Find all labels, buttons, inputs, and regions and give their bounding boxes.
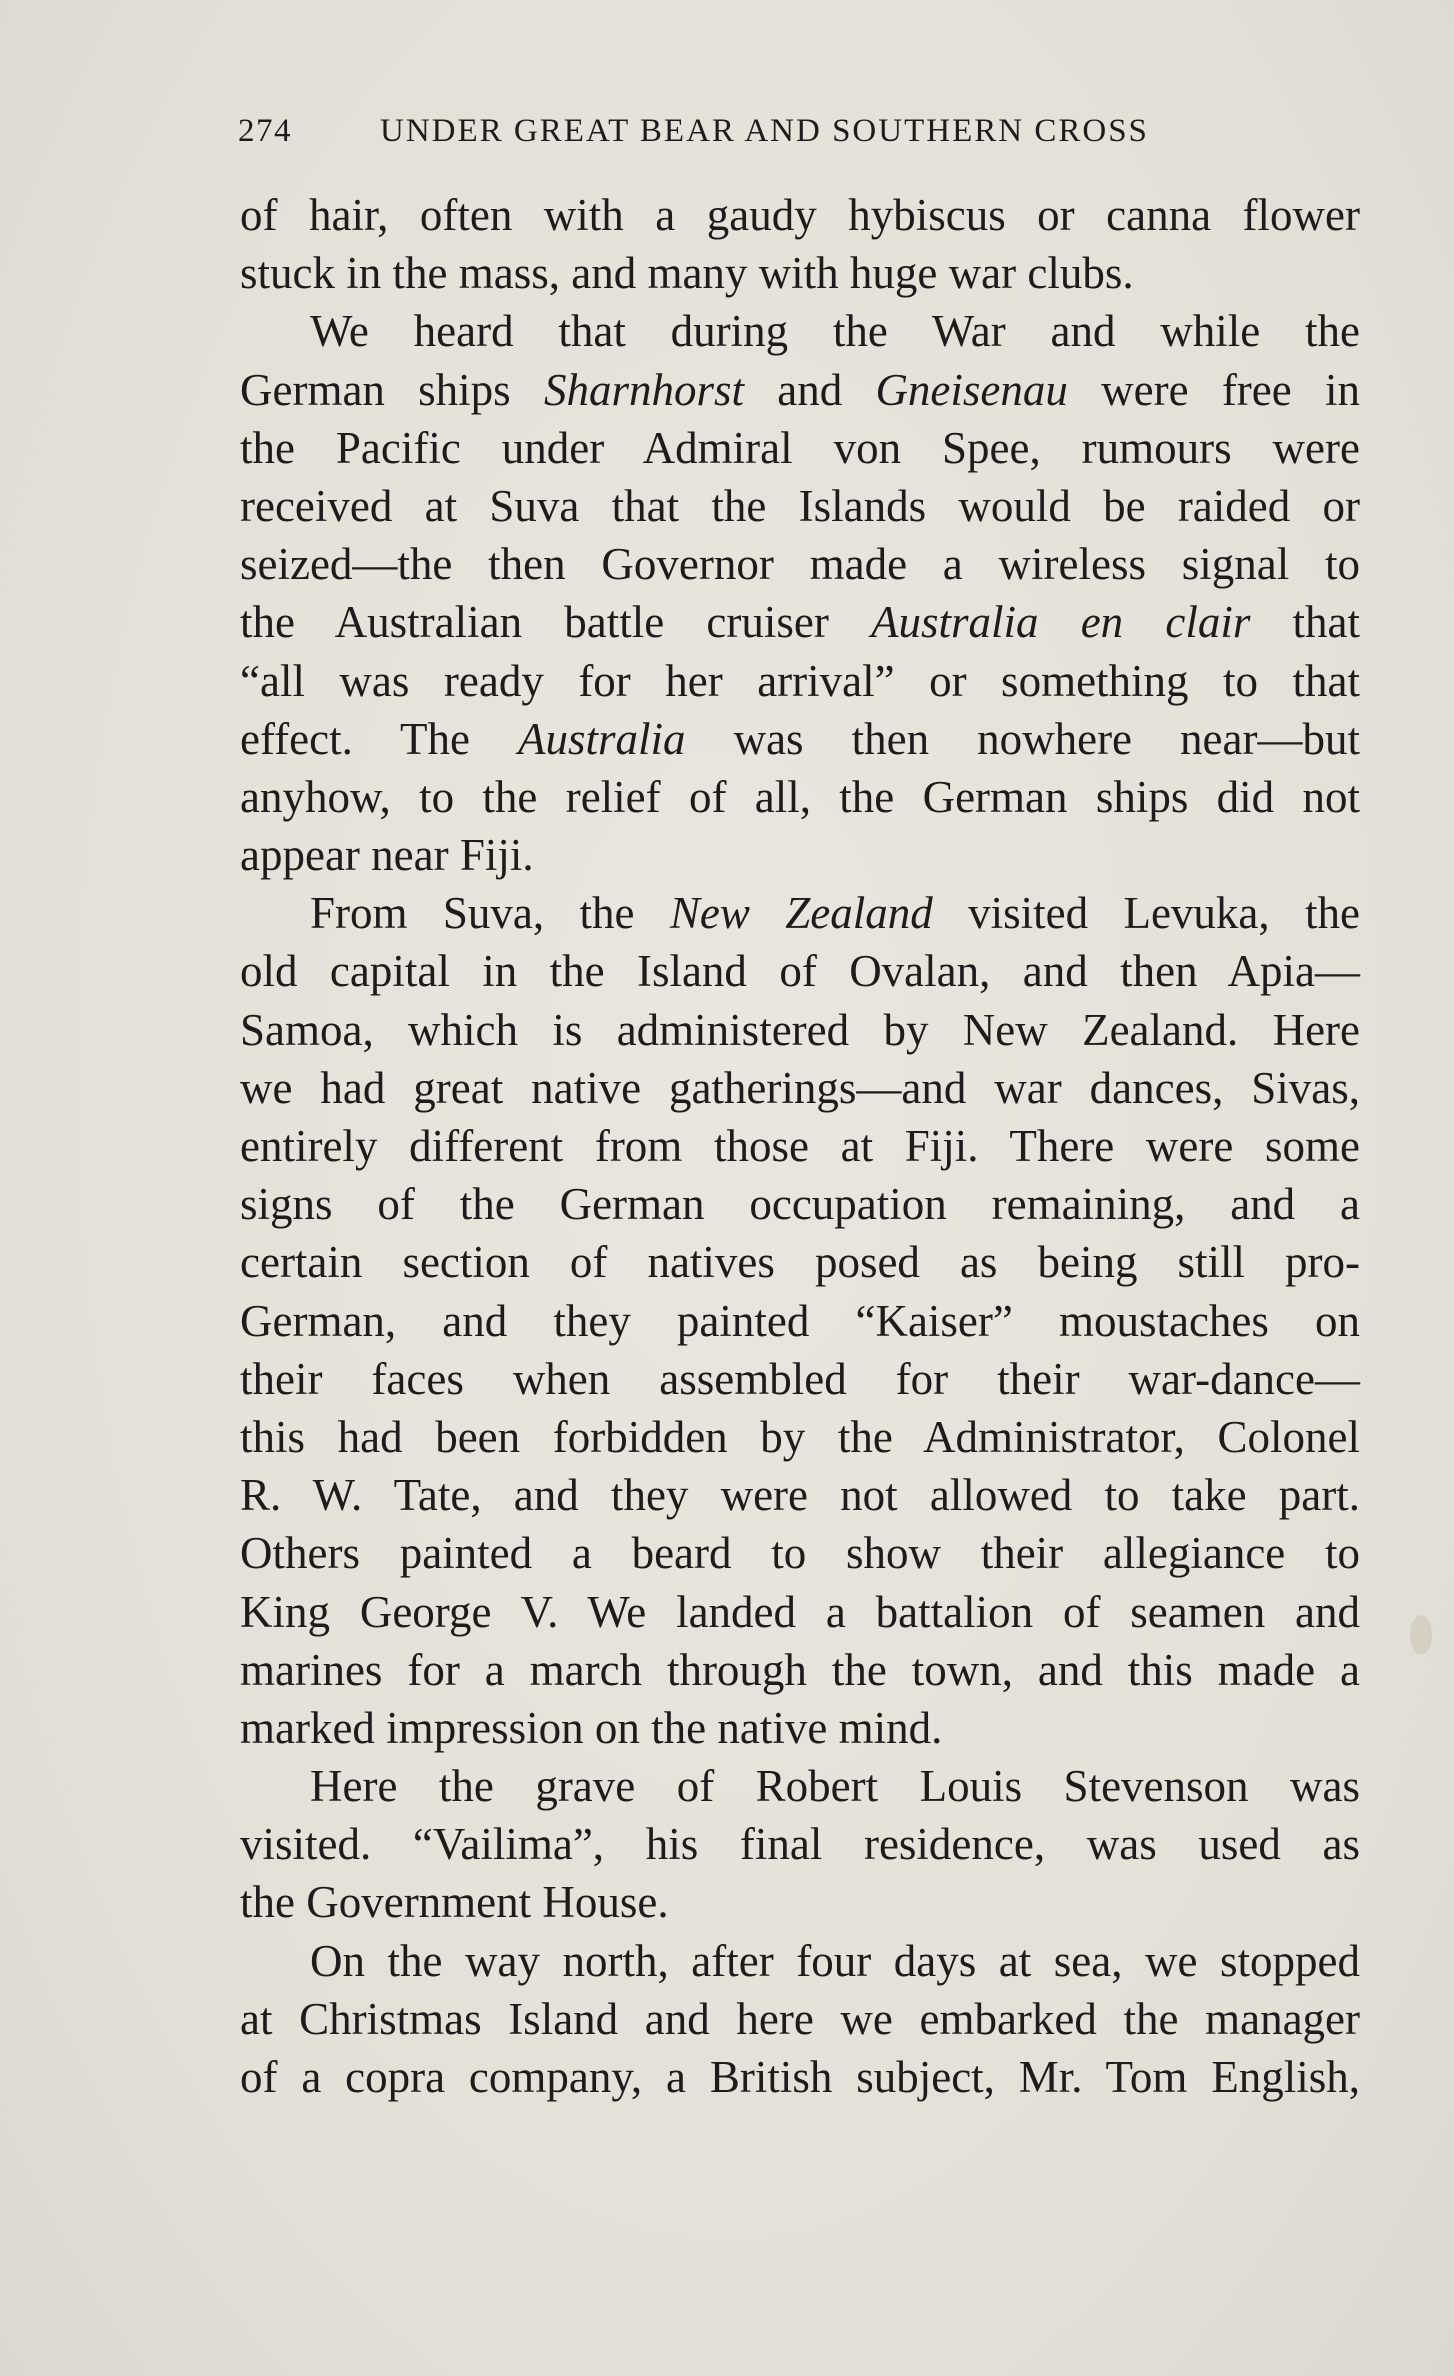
text-line [240, 244, 1360, 302]
italic-text: Sharnhorst [543, 364, 744, 415]
text-segment: German, and they painted “Kaiser” moustaches on [240, 1295, 1360, 1346]
paper-stain [1410, 1615, 1432, 1655]
text-segment: at Christmas Island and here we embarked the manager [240, 1993, 1360, 2044]
text-segment: From Suva, the [310, 888, 670, 939]
text-segment: this had been forbidden by the Administrator, Colonel [240, 1411, 1360, 1462]
text-segment: marines for a march through the town, and this made a [240, 1644, 1360, 1695]
text-line [240, 1408, 1360, 1466]
text-segment: of a copra company, a British subject, Mr. Tom English, [240, 2052, 1360, 2102]
text-line [240, 652, 1360, 710]
text-line [240, 884, 1360, 942]
text-line [240, 593, 1360, 651]
text-segment: that [1250, 597, 1360, 648]
text-line [240, 419, 1360, 477]
text-segment: their faces when assembled for their war-dance— [240, 1353, 1360, 1404]
text-line [240, 1059, 1360, 1117]
text-segment: visited Levuka, the [932, 888, 1360, 939]
text-line [240, 1292, 1360, 1350]
text-segment: were free in [1067, 364, 1360, 415]
italic-text: Australia [518, 713, 686, 764]
text-segment: certain section of natives posed as being still pro- [240, 1237, 1360, 1288]
text-segment: the Pacific under Admiral von Spee, rumours were [240, 422, 1360, 473]
text-segment: of hair, often with a gaudy hybiscus or canna flower [240, 190, 1360, 240]
text-segment: entirely different from those at Fiji. There were some [240, 1121, 1360, 1171]
text-segment: and [743, 364, 876, 415]
text-line [240, 1117, 1360, 1175]
text-segment: seized—the then Governor made a wireless signal to [240, 539, 1360, 590]
text-segment: received at Suva that the Islands would be raided or [240, 480, 1360, 531]
text-line [240, 361, 1360, 419]
body-text [240, 186, 1360, 2106]
text-line [240, 1175, 1360, 1233]
text-line [240, 1641, 1360, 1699]
text-line [240, 2048, 1360, 2106]
text-line [240, 710, 1360, 768]
text-line [240, 535, 1360, 593]
text-segment: was then nowhere near—but [685, 713, 1360, 764]
text-line [240, 1233, 1360, 1291]
text-line [240, 1932, 1360, 1990]
text-segment: King George V. We landed a battalion of seamen and [240, 1586, 1360, 1637]
text-line [240, 1873, 1360, 1931]
italic-text: Gneisenau [875, 364, 1068, 415]
text-line [240, 942, 1360, 1000]
text-segment: effect. The [240, 713, 519, 764]
text-segment: stuck in the mass, and many with huge war clubs. [240, 248, 1134, 299]
text-segment: old capital in the Island of Ovalan, and then Apia— [240, 946, 1360, 997]
text-segment: visited. “Vailima”, his final residence, was used as [240, 1819, 1360, 1870]
text-segment: the Government House. [240, 1877, 669, 1928]
text-line [240, 1990, 1360, 2048]
text-line [240, 1001, 1360, 1059]
text-line [240, 1524, 1360, 1582]
text-segment: We heard that during the War and while the [310, 306, 1360, 357]
text-line [240, 1815, 1360, 1873]
text-segment: German ships [240, 364, 544, 415]
text-segment: Here the grave of Robert Louis Stevenson was [310, 1761, 1360, 1812]
text-segment: Others painted a beard to show their allegiance to [240, 1528, 1360, 1579]
text-segment: appear near Fiji. [240, 830, 534, 881]
text-segment: “all was ready for her arrival” or something to that [240, 655, 1360, 706]
italic-text: Australia en clair [871, 597, 1251, 648]
page-header [238, 113, 1238, 163]
text-line [240, 768, 1360, 826]
italic-text: New Zealand [669, 888, 933, 939]
text-line [240, 1757, 1360, 1815]
text-segment: Samoa, which is administered by New Zealand. Here [240, 1004, 1360, 1055]
page-number: 274 [238, 113, 292, 149]
text-line [240, 1350, 1360, 1408]
text-line [240, 302, 1360, 360]
text-segment: marked impression on the native mind. [240, 1702, 943, 1753]
text-line [240, 186, 1360, 244]
text-line [240, 477, 1360, 535]
text-line [240, 1583, 1360, 1641]
text-segment: R. W. Tate, and they were not allowed to take part. [240, 1470, 1360, 1521]
text-segment: signs of the German occupation remaining, and a [240, 1179, 1360, 1230]
text-segment: On the way north, after four days at sea, we stopped [310, 1935, 1360, 1986]
running-title: UNDER GREAT BEAR AND SOUTHERN CROSS [380, 113, 1149, 149]
text-segment: the Australian battle cruiser [240, 597, 872, 648]
text-line [240, 826, 1360, 884]
text-line [240, 1466, 1360, 1524]
text-line [240, 1699, 1360, 1757]
text-segment: we had great native gatherings—and war dances, Sivas, [240, 1062, 1360, 1113]
text-segment: anyhow, to the relief of all, the German ships did not [240, 771, 1360, 822]
